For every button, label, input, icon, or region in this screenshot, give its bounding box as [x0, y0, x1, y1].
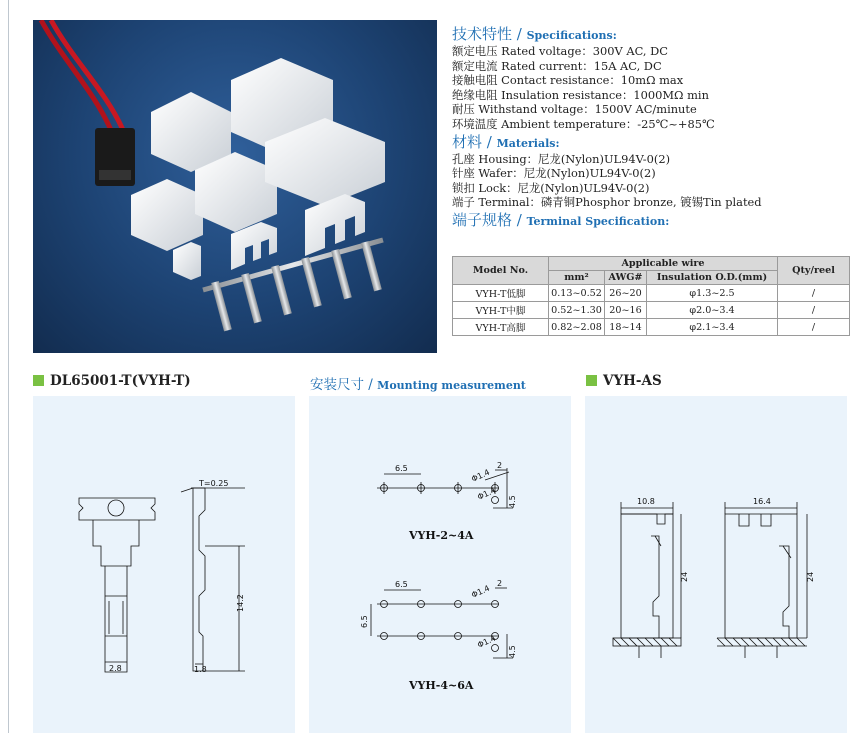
green-square-icon	[586, 375, 597, 386]
dim-length: 14.2	[236, 594, 245, 612]
dim-hole-4: Φ1.4	[476, 633, 498, 650]
spec-block	[452, 24, 852, 230]
col-applicable-wire: Applicable wire	[549, 257, 778, 271]
dim-as-height-2: 24	[806, 571, 815, 582]
col-qty: Qty/reel	[778, 257, 850, 285]
dim-hole-1: Φ1.4	[470, 467, 492, 484]
spec-heading: 技术特性 / Specifications:	[452, 25, 617, 43]
caption-vyh-2-4a: VYH-2~4A	[409, 529, 474, 542]
dim-pitch: 6.5	[395, 464, 408, 473]
mounting-section-title: 安装尺寸 / Mounting measurement	[310, 377, 526, 393]
table-row: VYH-T低脚 0.13~0.52 26~20 φ1.3~2.5 /	[453, 285, 850, 302]
dim-pitch-2: 6.5	[395, 580, 408, 589]
dim-as-width-2: 16.4	[753, 497, 771, 506]
green-square-icon	[33, 375, 44, 386]
col-model: Model No.	[453, 257, 549, 285]
product-photo	[33, 20, 437, 353]
table-row: VYH-T高脚 0.82~2.08 18~14 φ2.1~3.4 /	[453, 319, 850, 336]
col-mm2: mm²	[549, 271, 605, 285]
material-row: 孔座 Housing：尼龙(Nylon)UL94V-0(2)	[452, 151, 671, 166]
dim-as-height-1: 24	[680, 571, 689, 582]
terminal-spec-table	[452, 256, 850, 336]
spec-row: 环境温度 Ambient temperature：-25℃~+85℃	[452, 116, 715, 131]
material-row: 针座 Wafer：尼龙(Nylon)UL94V-0(2)	[452, 166, 656, 181]
dim-height-2: 4.5	[508, 645, 517, 658]
page-margin-rule	[8, 0, 9, 733]
spec-row: 额定电压 Rated voltage：300V AC, DC	[452, 44, 668, 58]
dim-row-gap: 6.5	[360, 615, 369, 628]
terminal-drawing-panel	[33, 396, 295, 733]
mounting-drawing-panel	[309, 396, 571, 733]
table-row: VYH-T中脚 0.52~1.30 20~16 φ2.0~3.4 /	[453, 302, 850, 319]
terminal-spec-heading: 端子规格 / Terminal Specification:	[452, 210, 670, 229]
dim-width-1: 2.8	[109, 664, 122, 673]
col-awg: AWG#	[605, 271, 647, 285]
dim-as-width-1: 10.8	[637, 497, 655, 506]
spec-row: 接触电阻 Contact resistance：10mΩ max	[452, 73, 684, 88]
material-row: 端子 Terminal：磷青铜Phosphor bronze, 镀锡Tin plated	[452, 195, 762, 210]
dim-height: 4.5	[508, 495, 517, 508]
dim-thickness: T=0.25	[199, 479, 229, 488]
dim-width-2: 1.8	[194, 665, 207, 674]
terminal-section-title: DL65001-T(VYH-T)	[33, 373, 191, 389]
dim-edge: 2	[497, 461, 503, 470]
as-drawing-panel	[585, 396, 847, 733]
as-section-title: VYH-AS	[586, 373, 662, 389]
dim-hole-2: Φ1.4	[476, 485, 498, 502]
spec-row: 额定电流 Rated current：15A AC, DC	[452, 58, 662, 73]
spec-row: 绝缘电阻 Insulation resistance：1000MΩ min	[452, 87, 709, 102]
material-row: 锁扣 Lock：尼龙(Nylon)UL94V-0(2)	[452, 180, 650, 195]
caption-vyh-4-6a: VYH-4~6A	[409, 679, 474, 692]
col-od: Insulation O.D.(mm)	[647, 271, 778, 285]
materials-heading: 材料 / Materials:	[452, 132, 560, 151]
dim-hole-3: Φ1.4	[470, 583, 492, 600]
spec-row: 耐压 Withstand voltage：1500V AC/minute	[452, 102, 697, 117]
dim-edge-2: 2	[497, 579, 503, 588]
